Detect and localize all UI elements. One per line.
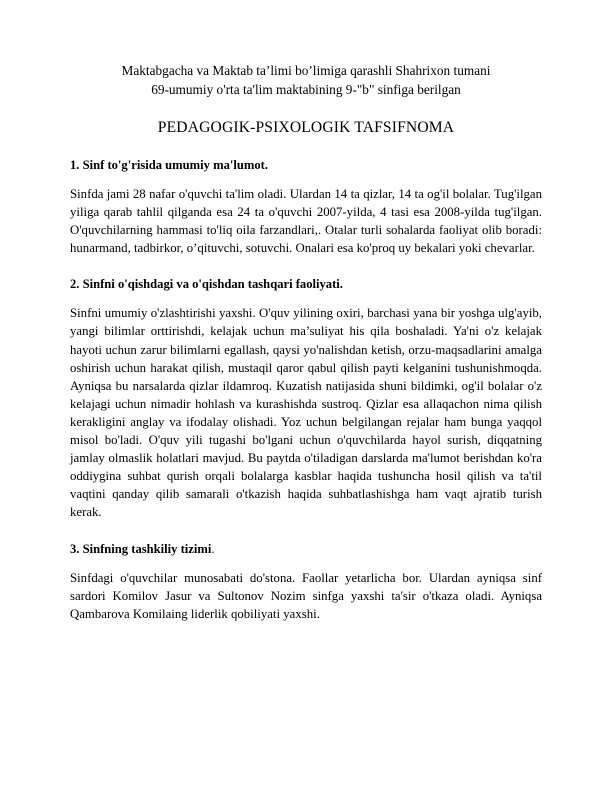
section-heading-1	[70, 156, 542, 174]
section-body-1: Sinfda jami 28 nafar o'quvchi ta'lim oladi. Ulardan 14 ta qizlar, 14 ta og'il bolalar. Tug'ilgan yiliga qarab tahlil qilganda esa 24 ta o'quvchi 2007-yilda, 4 tasi esa 2008-yilda tug'ilgan. O'quvchilarning hammasi to'liq oila farzandlari,. Otalar turli sohalarda faoliyat olib boradi: hunarmand, tadbirkor, o’qituvchi, sotuvchi. Onalari esa ko'proq uy bekalari yoki chevarlar.	[70, 187, 542, 256]
section-heading-1-text: 1. Sinf to'g'risida umumiy ma'lumot.	[70, 158, 269, 172]
document-content	[70, 62, 542, 623]
section-heading-3	[70, 540, 542, 558]
section-body-2: Sinfni umumiy o'zlashtirishi yaxshi. O'quv yilining oxiri, barchasi yana bir yoshga ulg'ayib, yangi bilimlar orttirishdi, kelajak uchun ma’suliyat his qila boshaladi. Ya'ni o'z kelajak hayoti uchun zarur bilimlarni egallash, qaysi yo'nalishdan ketish, orzu-maqsadlarini amalga oshirish uchun harakat qilish, mustaqil qaror qabul qilish payti kelganini tushunishmoqda. Ayniqsa bu narsalarda qizlar ildamroq. Kuzatish natijasida shuni bildimki, og'il bolalar o'z kelajagi uchun nimadir hohlash va kurashishda sustroq. Qizlar esa allaqachon nima qilish kerakligini anglay va ifodalay olishadi. Yoz uchun belgilangan rejalar ham bunga yaqqol misol bo'ladi. O'quv yili tugashi bo'lgani uchun o'quvchilarda hayol surish, diqqatning jamlay olmaslik holatlari mavjud. Bu paytda o'tiladigan darslarda ma'lumot berishdan ko'ra oddiygina suhbat qurish orqali bolalarga kasblar haqida tushuncha hosil qilish va ta'til vaqtini qanday qilib samarali o'tkazish haqida suhbatlashishga ham vaqt ajratib turish kerak.	[70, 306, 542, 520]
section-heading-2	[70, 275, 542, 293]
section-heading-3-suffix: .	[211, 541, 215, 556]
page-title: PEDAGOGIK-PSIXOLOGIK TAFSIFNOMA	[157, 119, 455, 136]
header-line-2: 69-umumiy o'rta ta'lim maktabining 9-"b" sinfiga berilgan	[151, 81, 461, 97]
section-heading-3-text: 3. Sinfning tashkiliy tizimi	[70, 541, 212, 556]
header-line-1: Maktabgacha va Maktab ta’limi bo’limiga qarashli Shahrixon tumani	[121, 63, 491, 78]
section-heading-2-text: 2. Sinfni o'qishdagi va o'qishdan tashqari faoliyati.	[70, 277, 343, 292]
section-body-3: Sinfdagi o'quvchilar munosabati do'stona. Faollar yetarlicha bor. Ulardan ayniqsa sinf sardori Komilov Jasur va Sultonov Nozim sinfga yaxshi ta'sir o'tkaza oladi. Ayniqsa Qambarova Komilaing liderlik qobiliyati yaxshi.	[70, 570, 542, 621]
document-header	[70, 62, 542, 99]
